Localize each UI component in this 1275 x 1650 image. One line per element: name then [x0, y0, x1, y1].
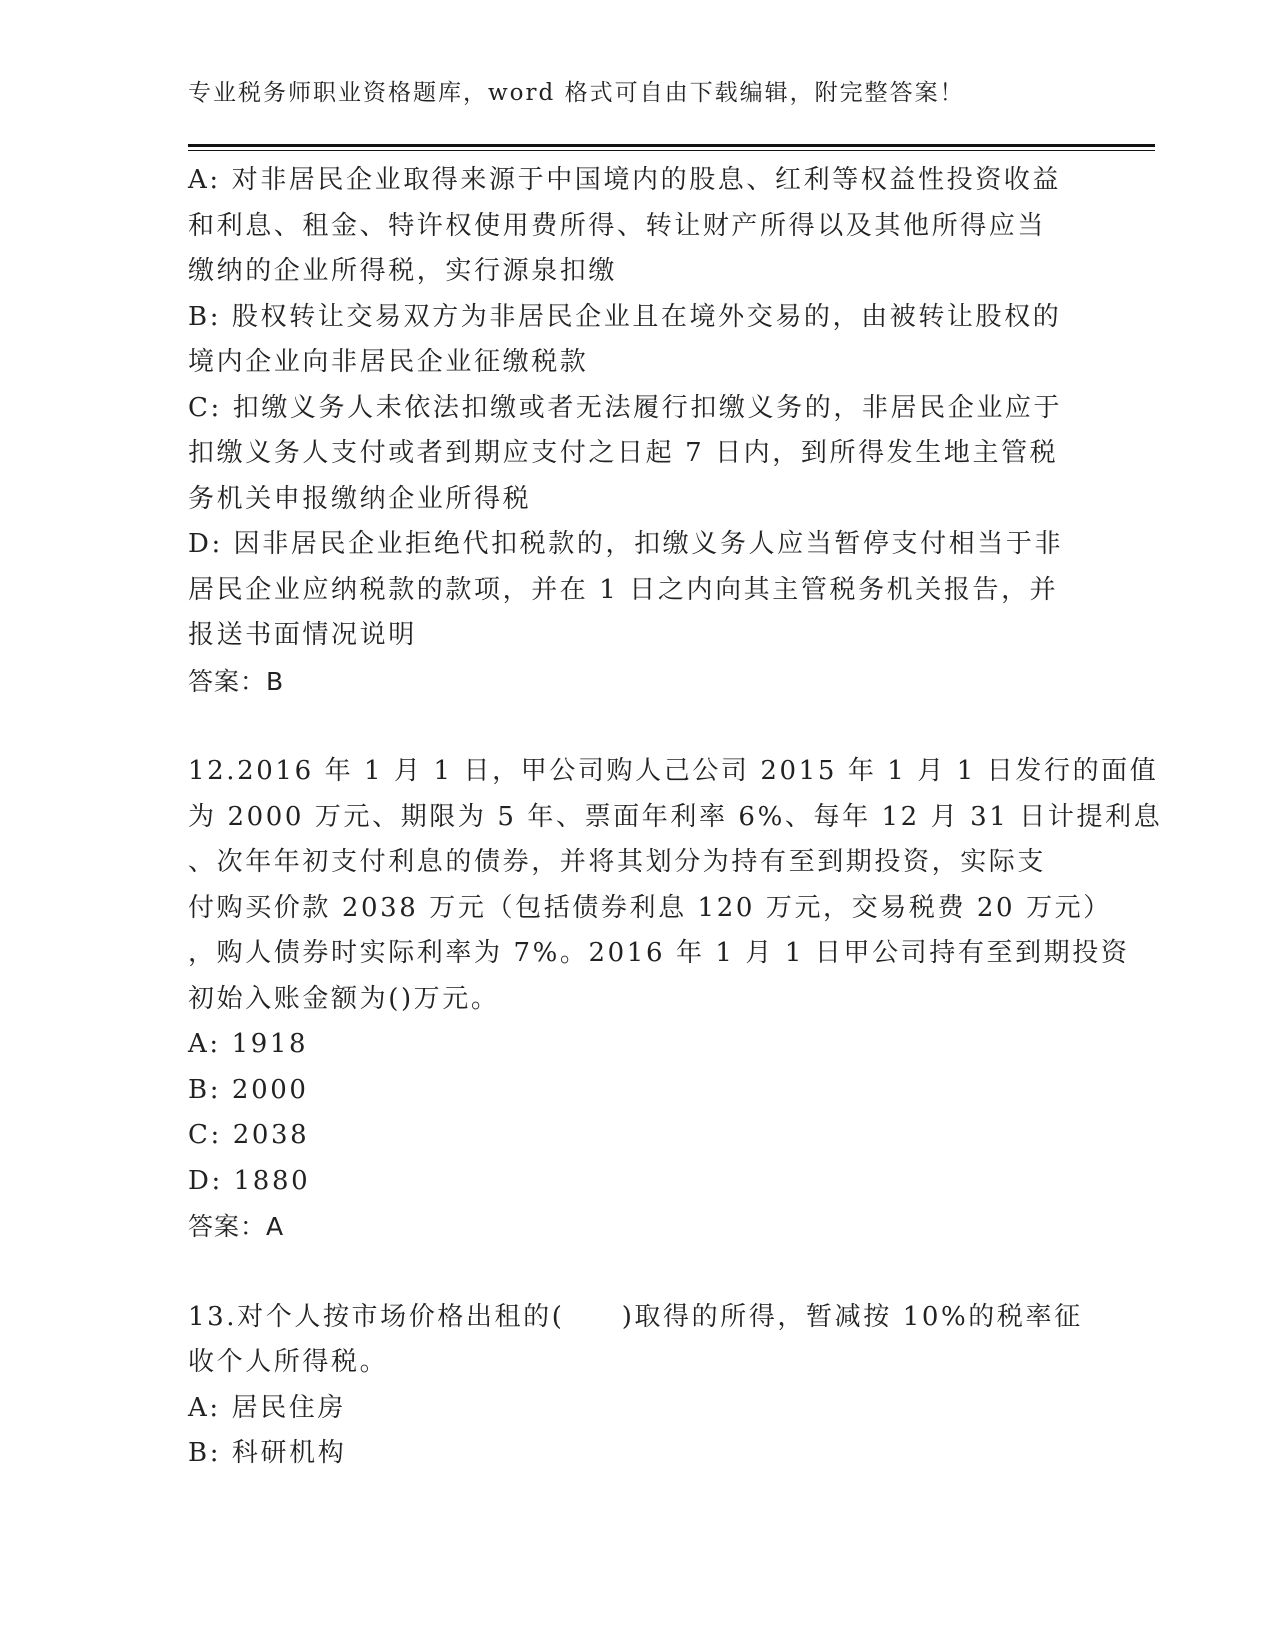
question-line: 、次年年初支付利息的债券，并将其划分为持有至到期投资，实际支: [188, 847, 1047, 877]
q12-answer: 答案：A: [188, 1212, 285, 1241]
option-line: C: 扣缴义务人未依法扣缴或者无法履行扣缴义务的，非居民企业应于: [188, 392, 1063, 423]
option-line: 居民企业应纳税款的款项，并在 1 日之内向其主管税务机关报告，并: [188, 574, 1059, 605]
q13-stem: [188, 1295, 1108, 1386]
q11-answer: 答案：B: [188, 666, 285, 696]
page-header: 专业税务师职业资格题库，word 格式可自由下载编辑，附完整答案！: [188, 80, 965, 106]
option-line: 境内企业向非居民企业征缴税款: [188, 347, 589, 377]
document-body: [188, 158, 1163, 1477]
header-rule-thin: [188, 150, 1155, 151]
q11-option-d: [188, 522, 1108, 659]
q13-option-a: A: 居民住房: [188, 1392, 347, 1423]
q12-stem: [188, 749, 1163, 1022]
option-line: B: 股权转让交易双方为非居民企业且在境外交易的，由被转让股权的: [188, 301, 1062, 332]
option-line: 缴纳的企业所得税，实行源泉扣缴: [188, 256, 618, 286]
q11-option-b: [188, 295, 1108, 386]
section-gap: [188, 704, 1108, 749]
question-line: 为 2000 万元、期限为 5 年、票面年利率 6%、每年 12 月 31 日计提利息: [188, 801, 1163, 832]
option-line: 务机关申报缴纳企业所得税: [188, 483, 532, 514]
section-gap: [188, 1250, 1108, 1295]
question-line: 收个人所得税。: [188, 1347, 389, 1377]
option-line: A: 对非居民企业取得来源于中国境内的股息、红利等权益性投资收益: [188, 165, 1062, 195]
option-line: 报送书面情况说明: [188, 620, 417, 650]
question-line: 付购买价款 2038 万元（包括债券利息 120 万元，交易税费 20 万元）: [188, 892, 1112, 923]
question-line: 13.对个人按市场价格出租的( )取得的所得，暂减按 10%的税率征: [188, 1301, 1083, 1332]
q11-option-a: [188, 158, 1108, 295]
option-line: 和利息、租金、特许权使用费所得、转让财产所得以及其他所得应当: [188, 210, 1047, 241]
q12-option-d: D: 1880: [188, 1165, 311, 1196]
q12-option-a: A: 1918: [188, 1029, 309, 1059]
q13-option-b: B: 科研机构: [188, 1438, 347, 1468]
q12-option-c: C: 2038: [188, 1120, 310, 1150]
question-line: 初始入账金额为()万元。: [188, 983, 500, 1014]
header-rule-thick: [188, 144, 1155, 147]
q11-option-c: [188, 386, 1108, 523]
option-line: 扣缴义务人支付或者到期应支付之日起 7 日内，到所得发生地主管税: [188, 438, 1059, 468]
question-line: ，购人债券时实际利率为 7%。2016 年 1 月 1 日甲公司持有至到期投资: [188, 938, 1130, 968]
q12-option-b: B: 2000: [188, 1074, 309, 1105]
question-line: 12.2016 年 1 月 1 日，甲公司购人己公司 2015 年 1 月 1 日发行的面值: [188, 756, 1159, 786]
option-line: D: 因非居民企业拒绝代扣税款的，扣缴义务人应当暂停支付相当于非: [188, 529, 1064, 559]
